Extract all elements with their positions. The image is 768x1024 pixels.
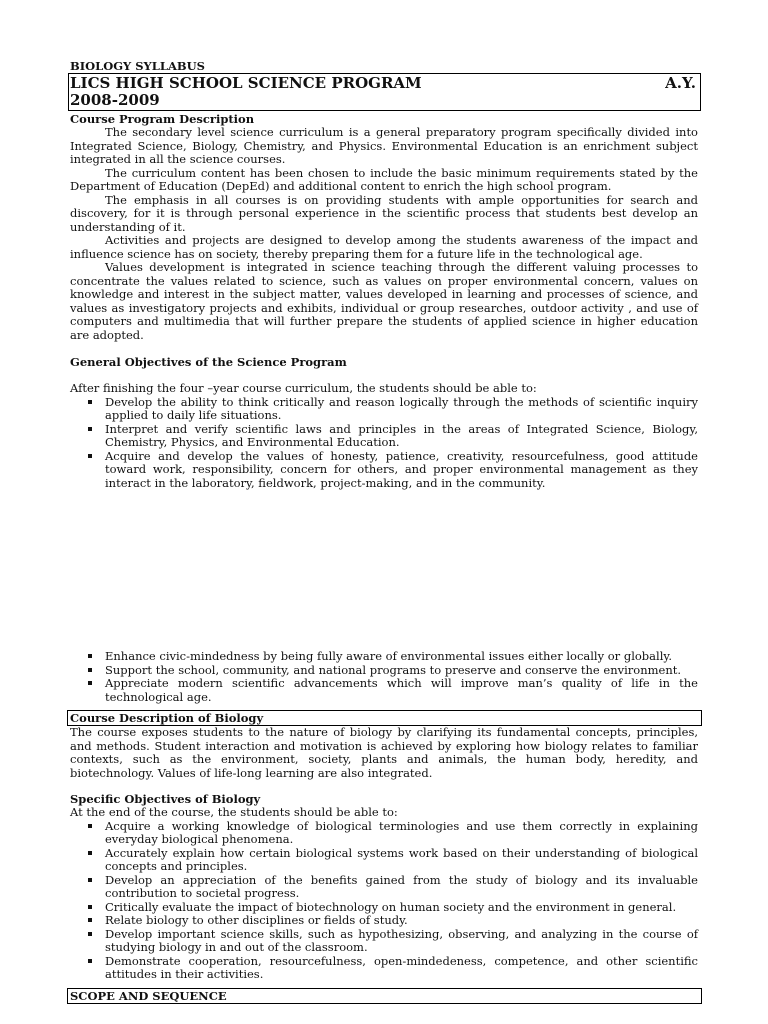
list-item: Interpret and verify scientific laws and principles in the areas of Integrated Science, Biology, Chemistry, Physics, and Environmental Education. bbox=[105, 421, 698, 449]
general-objectives-list bbox=[70, 396, 698, 491]
list-item: Develop an appreciation of the benefits gained from the study of biology and its invaluable contribution to societal progress. bbox=[105, 872, 698, 900]
program-paragraph: The emphasis in all courses is on providing students with ample opportunities for search and discovery, for it is through personal experience in the scientific process that students best develop an understanding of it. bbox=[70, 192, 698, 234]
specific-objectives-heading: Specific Objectives of Biology bbox=[70, 792, 261, 806]
list-item: Enhance civic-mindedness by being fully aware of environmental issues either locally or globally. bbox=[105, 650, 698, 664]
list-item: Accurately explain how certain biological systems work based on their understanding of biological concepts and principles. bbox=[105, 845, 698, 873]
general-objectives-intro: After finishing the four –year course curriculum, the students should be able to: bbox=[70, 381, 537, 395]
list-item: Relate biology to other disciplines or fields of study. bbox=[105, 914, 698, 928]
general-objectives-list-continued bbox=[70, 650, 698, 704]
list-item: Appreciate modern scientific advancements which will improve man’s quality of life in the technological age. bbox=[105, 676, 698, 704]
specific-objectives-intro: At the end of the course, the students should be able to: bbox=[70, 805, 398, 819]
list-item: Develop the ability to think critically and reason logically through the methods of scientific inquiry applied to daily life situations. bbox=[105, 394, 698, 422]
list-item: Develop important science skills, such as hypothesizing, observing, and analyzing in the course of studying biology in and out of the classroom. bbox=[105, 926, 698, 954]
list-item: Critically evaluate the impact of biotechnology on human society and the environment in general. bbox=[105, 901, 698, 915]
list-item: Support the school, community, and national programs to preserve and conserve the environment. bbox=[105, 664, 698, 678]
program-paragraph: The curriculum content has been chosen to include the basic minimum requirements stated by the Department of Education (DepEd) and additional content to enrich the high school program. bbox=[70, 165, 698, 193]
program-title: LICS HIGH SCHOOL SCIENCE PROGRAM bbox=[70, 74, 422, 92]
list-item: Demonstrate cooperation, resourcefulness, open-mindedeness, competence, and other scientific attitudes in their activities. bbox=[105, 953, 698, 981]
document-label: BIOLOGY SYLLABUS bbox=[70, 59, 205, 73]
title-box bbox=[68, 73, 701, 111]
academic-year-label: A.Y. bbox=[665, 74, 696, 92]
academic-year: 2008-2009 bbox=[70, 91, 160, 109]
course-biology-heading: Course Description of Biology bbox=[67, 710, 702, 726]
course-program-heading: Course Program Description bbox=[70, 112, 255, 126]
list-item: Acquire a working knowledge of biological terminologies and use them correctly in explaining everyday biological phenomena. bbox=[105, 818, 698, 846]
program-paragraph: Values development is integrated in science teaching through the different valuing processes to concentrate the values related to science, such as values on proper environmental concern, values on knowledge and interest in the subject matter, values developed in learning and processes of science, and values as investigatory projects and exhibits, individual or group researches, outdoor activity , and use of computers and multimedia that will further prepare the students of applied science in higher education are adopted. bbox=[70, 260, 698, 342]
specific-objectives-list bbox=[70, 820, 698, 982]
general-objectives-heading: General Objectives of the Science Program bbox=[70, 355, 347, 369]
course-biology-text: The course exposes students to the nature of biology by clarifying its fundamental concepts, principles, and methods. Student interaction and motivation is achieved by exploring how biology relates to familiar contexts, such as the environment, society, plants and animals, the human body, heredity, and biotechnology. Values of life-long learning are also integrated. bbox=[70, 725, 698, 780]
list-item: Acquire and develop the values of honesty, patience, creativity, resourcefulness, good attitude toward work, responsibility, concern for others, and proper environmental management as they interact in the laboratory, fieldwork, project-making, and in the community. bbox=[105, 448, 698, 490]
scope-heading: SCOPE AND SEQUENCE bbox=[67, 988, 702, 1004]
syllabus-page bbox=[70, 60, 698, 1004]
program-paragraph: The secondary level science curriculum is a general preparatory program specifically divided into Integrated Science, Biology, Chemistry, and Physics. Environmental Education is an enrichment subject integrated in all the science courses. bbox=[70, 125, 698, 166]
program-paragraph: Activities and projects are designed to develop among the students awareness of the impact and influence science has on society, thereby preparing them for a future life in the technological age. bbox=[70, 233, 698, 261]
